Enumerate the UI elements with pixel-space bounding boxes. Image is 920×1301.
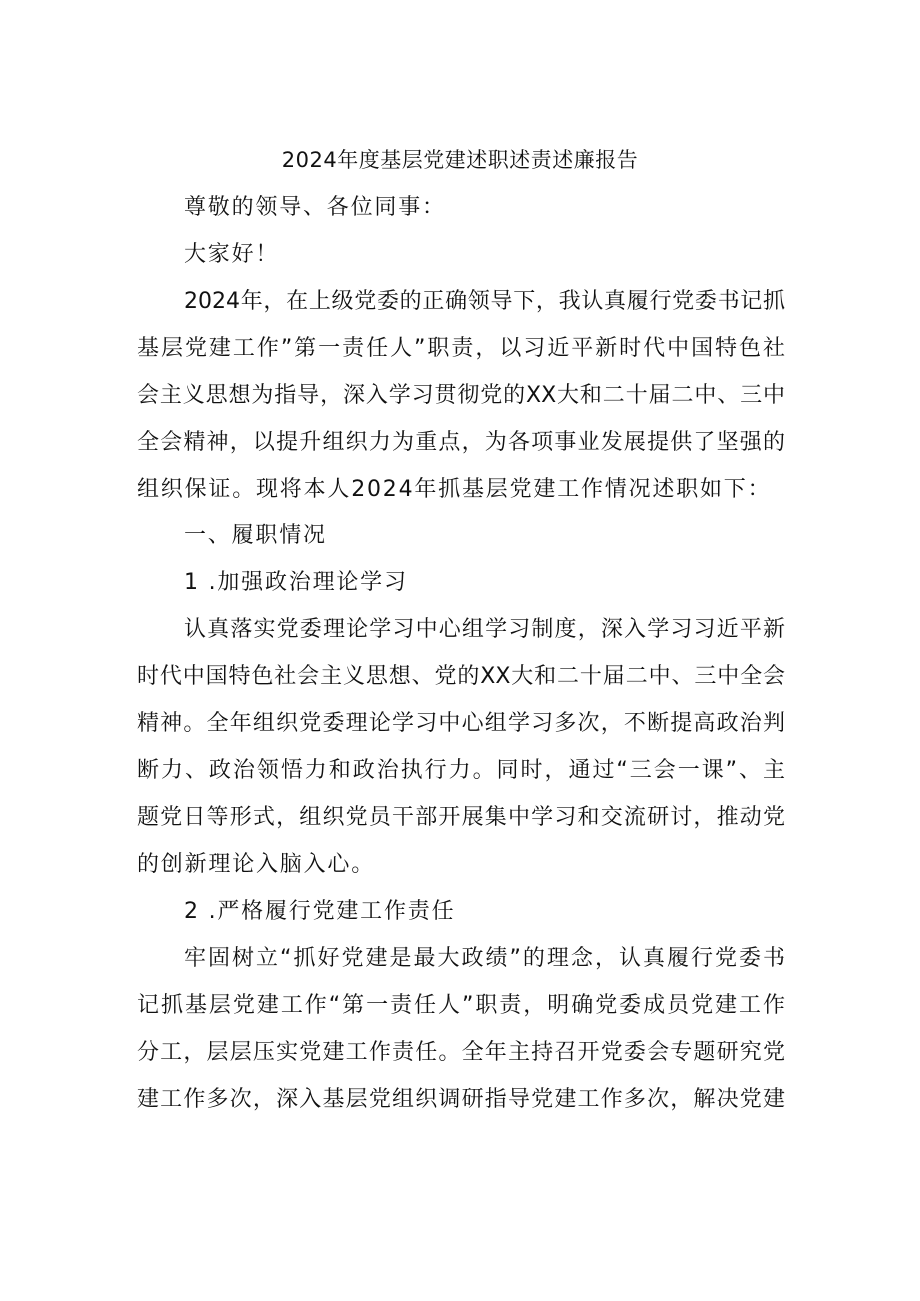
greeting: 大家好！ bbox=[184, 242, 280, 267]
paragraph-line: 分工，层层压实党建工作责任。全年主持召开党委会专题研究党 bbox=[137, 1040, 785, 1065]
paragraph-line: 的创新理论入脑入心。 bbox=[137, 852, 376, 877]
paragraph-line: 牢固树立“抓好党建是最大政绩”的理念，认真履行党委书 bbox=[184, 946, 785, 971]
item-heading: 1 .加强政治理论学习 bbox=[184, 570, 408, 595]
document-title: 2024年度基层党建述职述责述廉报告 bbox=[281, 148, 639, 172]
salutation: 尊敬的领导、各位同事： bbox=[184, 195, 446, 220]
paragraph-line: 断力、政治领悟力和政治执行力。同时，通过“三会一课”、主 bbox=[137, 758, 785, 783]
intro-line: 组织保证。现将本人2024年抓基层党建工作情况述职如下： bbox=[137, 477, 772, 502]
intro-line: 会主义思想为指导，深入学习贯彻党的XX大和二十届二中、三中 bbox=[137, 383, 785, 408]
intro-line: 2024年，在上级党委的正确领导下，我认真履行党委书记抓 bbox=[184, 289, 785, 314]
intro-line: 全会精神，以提升组织力为重点，为各项事业发展提供了坚强的 bbox=[137, 430, 785, 455]
paragraph-line: 建工作多次，深入基层党组织调研指导党建工作多次，解决党建 bbox=[137, 1087, 785, 1112]
intro-line: 基层党建工作”第一责任人”职责，以习近平新时代中国特色社 bbox=[137, 336, 785, 361]
paragraph-line: 记抓基层党建工作“第一责任人”职责，明确党委成员党建工作 bbox=[137, 993, 786, 1018]
section-heading: 一、履职情况 bbox=[184, 523, 327, 548]
paragraph-line: 精神。全年组织党委理论学习中心组学习多次，不断提高政治判 bbox=[137, 711, 785, 736]
paragraph-line: 时代中国特色社会主义思想、党的XX大和二十届二中、三中全会 bbox=[137, 664, 785, 689]
paragraph-line: 认真落实党委理论学习中心组学习制度，深入学习习近平新 bbox=[184, 617, 785, 642]
item-heading: 2 .严格履行党建工作责任 bbox=[184, 899, 456, 924]
paragraph-line: 题党日等形式，组织党员干部开展集中学习和交流研讨，推动党 bbox=[137, 805, 785, 830]
